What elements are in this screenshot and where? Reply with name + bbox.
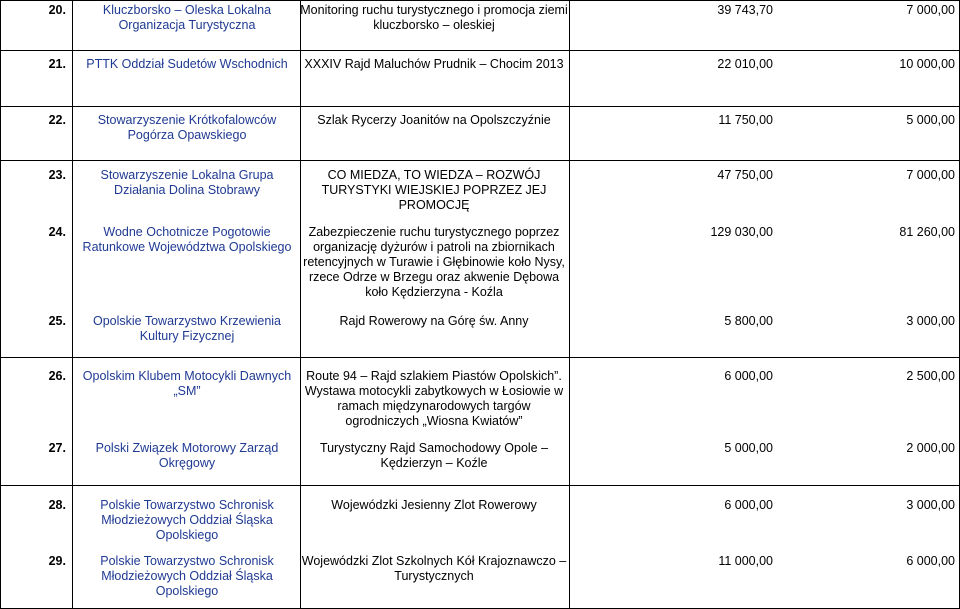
- row-number: 20.: [48, 3, 66, 17]
- row-number: 29.: [48, 554, 66, 568]
- grant-amount: 3 000,00: [906, 498, 955, 512]
- total-cost: 47 750,00: [717, 168, 773, 182]
- row-number: 27.: [48, 441, 66, 455]
- organization-name: Opolskie Towarzystwo Krzewienia Kultury Fizycznej: [92, 314, 282, 343]
- grant-amount: 2 500,00: [906, 369, 955, 383]
- project-title: Szlak Rycerzy Joanitów na Opolszczyźnie: [317, 113, 551, 127]
- row-number: 26.: [48, 369, 66, 383]
- total-cost: 129 030,00: [710, 225, 773, 239]
- grant-amount: 7 000,00: [906, 168, 955, 182]
- grid-line: [0, 0, 960, 1]
- row-number: 21.: [48, 57, 66, 71]
- total-cost: 11 750,00: [718, 113, 773, 127]
- row-number: 22.: [48, 113, 66, 127]
- grid-line: [0, 357, 960, 358]
- project-title: Monitoring ruchu turystycznego i promocja ziemi kluczborsko – oleskiej: [300, 3, 568, 32]
- organization-name: PTTK Oddział Sudetów Wschodnich: [86, 57, 288, 71]
- total-cost: 22 010,00: [717, 57, 773, 71]
- grant-amount: 2 000,00: [906, 441, 955, 455]
- total-cost: 6 000,00: [724, 498, 773, 512]
- project-title: XXXIV Rajd Maluchów Prudnik – Chocim 2013: [304, 57, 564, 71]
- grid-line: [0, 106, 960, 107]
- organization-name: Wodne Ochotnicze Pogotowie Ratunkowe Województwa Opolskiego: [82, 225, 292, 254]
- total-cost: 5 000,00: [724, 441, 773, 455]
- row-number: 24.: [48, 225, 66, 239]
- grant-amount: 7 000,00: [906, 3, 955, 17]
- grant-amount: 81 260,00: [899, 225, 955, 239]
- organization-name: Opolskim Klubem Motocykli Dawnych „SM”: [82, 369, 292, 398]
- grant-amount: 3 000,00: [906, 314, 955, 328]
- total-cost: 11 000,00: [718, 554, 773, 568]
- organization-name: Stowarzyszenie Krótkofalowców Pogórza Opawskiego: [97, 113, 277, 142]
- grid-line: [0, 50, 960, 51]
- grant-amount: 6 000,00: [906, 554, 955, 568]
- grid-line: [0, 0, 1, 609]
- row-number: 25.: [48, 314, 66, 328]
- project-title: Rajd Rowerowy na Górę św. Anny: [339, 314, 529, 328]
- grid-line: [0, 485, 960, 486]
- organization-name: Polskie Towarzystwo Schronisk Młodzieżowych Oddział Śląska Opolskiego: [100, 498, 274, 542]
- project-title: Route 94 – Rajd szlakiem Piastów Opolskich”. Wystawa motocykli zabytkowych w Łosiowie w ramach międzynarodowych targów ogrodniczych „Wiosna Kwiatów”: [304, 369, 564, 428]
- total-cost: 6 000,00: [724, 369, 773, 383]
- total-cost: 39 743,70: [717, 3, 773, 17]
- row-number: 23.: [48, 168, 66, 182]
- organization-name: Polski Związek Motorowy Zarząd Okręgowy: [95, 441, 279, 470]
- grant-amount: 5 000,00: [906, 113, 955, 127]
- organization-name: Kluczborsko – Oleska Lokalna Organizacja Turystyczna: [102, 3, 272, 32]
- organization-name: Stowarzyszenie Lokalna Grupa Działania Dolina Stobrawy: [100, 168, 274, 197]
- total-cost: 5 800,00: [724, 314, 773, 328]
- project-title: Wojewódzki Zlot Szkolnych Kół Krajoznawczo – Turystycznych: [301, 554, 567, 583]
- project-title: Turystyczny Rajd Samochodowy Opole – Kędzierzyn – Koźle: [319, 441, 549, 470]
- grid-line: [569, 0, 570, 609]
- grid-line: [72, 0, 73, 609]
- grant-amount: 10 000,00: [899, 57, 955, 71]
- organization-name: Polskie Towarzystwo Schronisk Młodzieżowych Oddział Śląska Opolskiego: [100, 554, 274, 598]
- project-title: CO MIEDZA, TO WIEDZA – ROZWÓJ TURYSTYKI WIEJSKIEJ POPRZEZ JEJ PROMOCJĘ: [321, 168, 547, 212]
- grid-line: [0, 160, 960, 161]
- project-title: Zabezpieczenie ruchu turystycznego poprzez organizację dyżurów i patroli na zbiornikach retencyjnych w Turawie i Głębinowie koło Nysy, rzece Odrze w Brzegu oraz akwenie Dębowa koło Kędzierzyna - Koźla: [303, 225, 565, 299]
- grid-line: [300, 0, 301, 609]
- project-title: Wojewódzki Jesienny Zlot Rowerowy: [331, 498, 537, 512]
- row-number: 28.: [48, 498, 66, 512]
